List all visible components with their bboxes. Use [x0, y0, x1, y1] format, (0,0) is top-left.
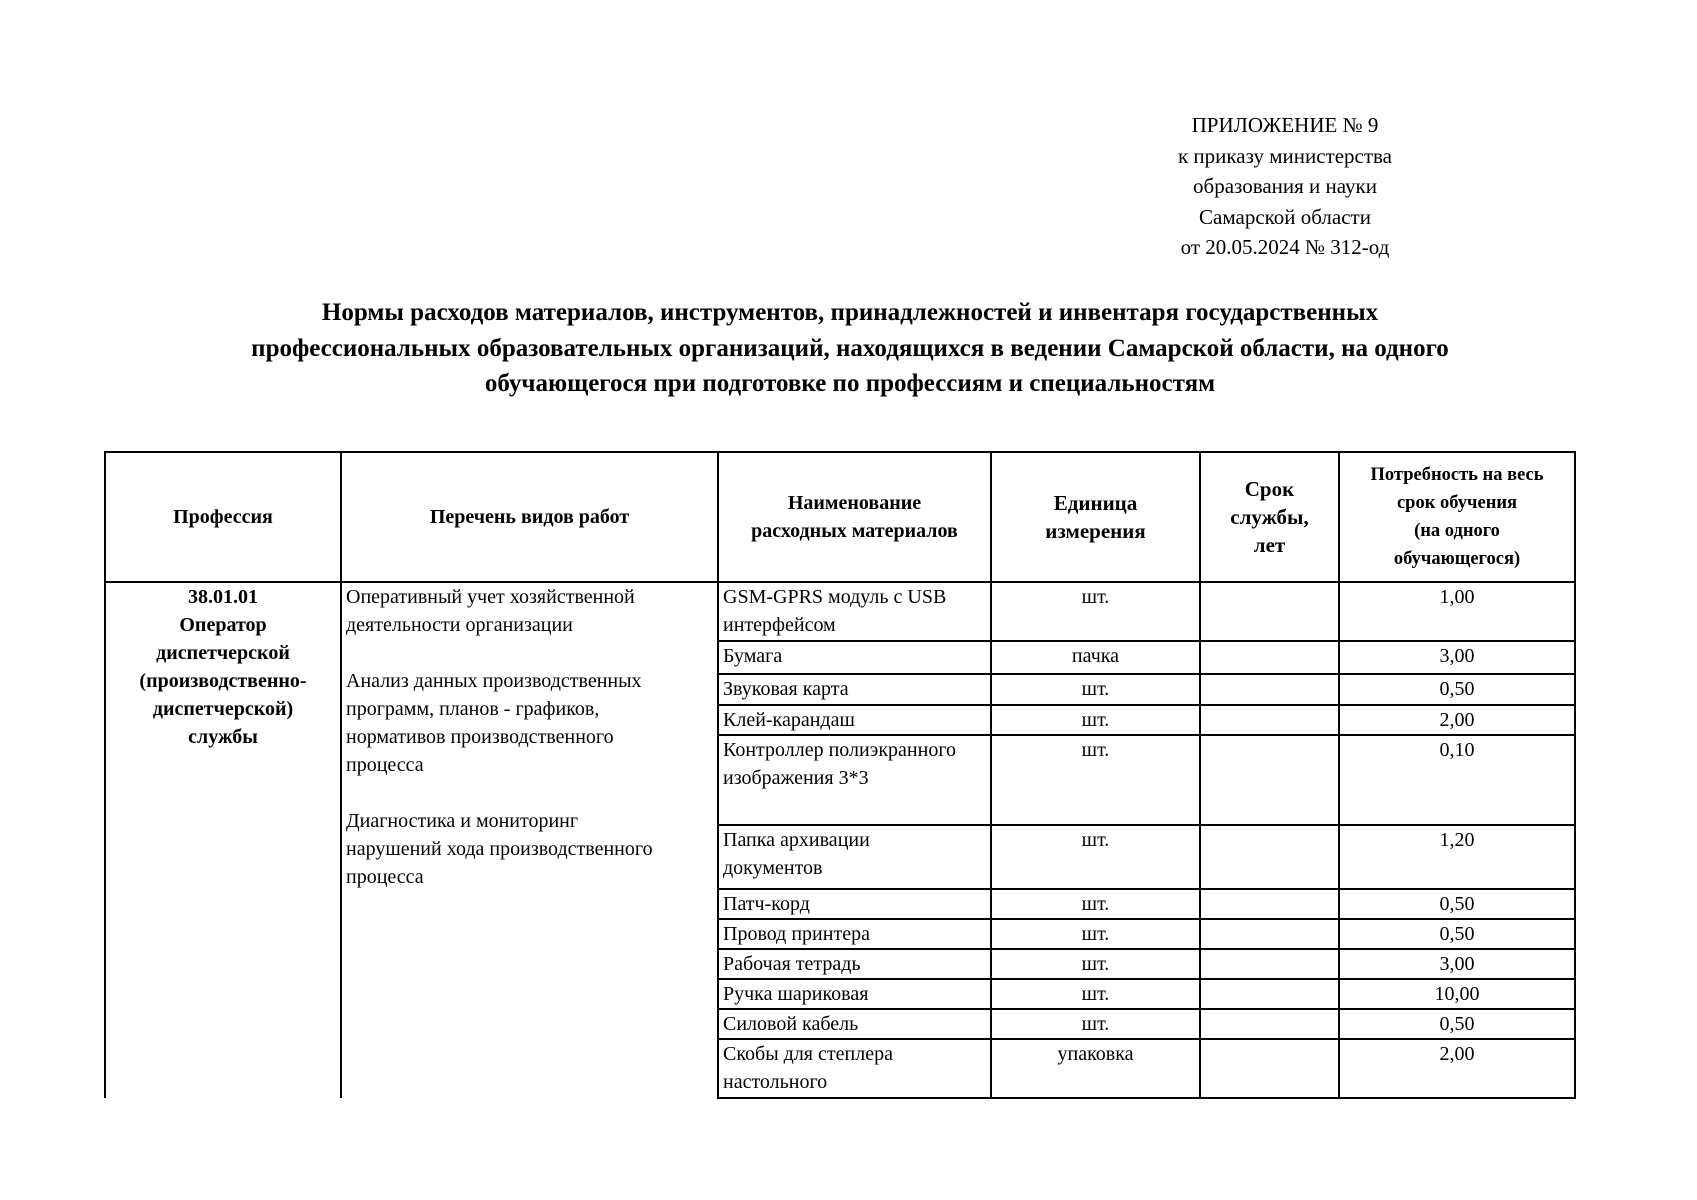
work-item: Диагностика и мониторинг нарушений хода производственного процесса [346, 810, 653, 888]
material-cell: Рабочая тетрадь [718, 949, 991, 979]
need-cell: 10,00 [1339, 979, 1575, 1009]
document-title [120, 295, 1580, 402]
srok-cell [1200, 582, 1339, 641]
header-srok: Срок службы, лет [1200, 452, 1339, 582]
header-unit: Единица измерения [991, 452, 1200, 582]
need-cell: 2,00 [1339, 705, 1575, 735]
unit-cell: шт. [991, 919, 1200, 949]
table-header-row [105, 452, 1575, 582]
header-materials: Наименование расходных материалов [718, 452, 991, 582]
material-cell: Патч-корд [718, 889, 991, 919]
header-profession: Профессия [105, 452, 341, 582]
need-cell: 0,50 [1339, 889, 1575, 919]
appendix-line: образования и науки [1193, 174, 1377, 198]
need-cell: 0,50 [1339, 919, 1575, 949]
need-cell: 0,10 [1339, 735, 1575, 825]
srok-cell [1200, 949, 1339, 979]
material-cell: Папка архивации документов [718, 825, 991, 889]
unit-cell: шт. [991, 1009, 1200, 1039]
appendix-line: ПРИЛОЖЕНИЕ № 9 [1191, 113, 1379, 137]
unit-cell: шт. [991, 889, 1200, 919]
title-line: профессиональных образовательных организаций, находящихся в ведении Самарской области, на одного [251, 334, 1449, 362]
unit-cell: шт. [991, 674, 1200, 705]
material-cell: Бумага [718, 641, 991, 674]
title-line: обучающегося при подготовке по профессиям и специальностям [484, 370, 1216, 397]
work-item: Оперативный учет хозяйственной деятельности организации [346, 586, 635, 636]
material-cell: Клей-карандаш [718, 705, 991, 735]
unit-cell: шт. [991, 949, 1200, 979]
material-cell: Контроллер полиэкранного изображения 3*3 [718, 735, 991, 825]
unit-cell: упаковка [991, 1039, 1200, 1098]
unit-cell: шт. [991, 735, 1200, 825]
srok-cell [1200, 889, 1339, 919]
appendix-line: к приказу министерства [1177, 143, 1393, 168]
appendix-line: от 20.05.2024 № 312-од [1180, 235, 1390, 259]
srok-cell [1200, 1009, 1339, 1039]
profession-cell: 38.01.01 Оператор диспетчерской (производственно- диспетчерской) службы [105, 582, 341, 1098]
srok-cell [1200, 735, 1339, 825]
need-cell: 1,20 [1339, 825, 1575, 889]
srok-cell [1200, 979, 1339, 1009]
material-cell: Скобы для степлера настольного [718, 1039, 991, 1098]
unit-cell: шт. [991, 979, 1200, 1009]
header-works: Перечень видов работ [341, 452, 718, 582]
work-item: Анализ данных производственных программ, планов - графиков, нормативов производственного процесса [346, 670, 642, 776]
unit-cell: шт. [991, 705, 1200, 735]
material-cell: Звуковая карта [718, 674, 991, 705]
unit-cell: шт. [991, 825, 1200, 889]
header-need: Потребность на весь срок обучения (на одного обучающегося) [1339, 452, 1575, 582]
srok-cell [1200, 1039, 1339, 1098]
material-cell: Силовой кабель [718, 1009, 991, 1039]
works-cell [341, 582, 718, 1098]
appendix-header [1090, 110, 1480, 263]
unit-cell: пачка [991, 641, 1200, 674]
material-cell: Провод принтера [718, 919, 991, 949]
srok-cell [1200, 705, 1339, 735]
srok-cell [1200, 674, 1339, 705]
need-cell: 0,50 [1339, 674, 1575, 705]
srok-cell [1200, 641, 1339, 674]
norms-table [104, 451, 1576, 1099]
need-cell: 3,00 [1339, 949, 1575, 979]
title-line: Нормы расходов материалов, инструментов, принадлежностей и инвентаря государственных [321, 299, 1379, 326]
appendix-line: Самарской области [1199, 204, 1371, 229]
material-cell: Ручка шариковая [718, 979, 991, 1009]
material-cell: GSM-GPRS модуль с USB интерфейсом [718, 582, 991, 641]
unit-cell: шт. [991, 582, 1200, 641]
need-cell: 2,00 [1339, 1039, 1575, 1098]
need-cell: 0,50 [1339, 1009, 1575, 1039]
srok-cell [1200, 919, 1339, 949]
srok-cell [1200, 825, 1339, 889]
need-cell: 3,00 [1339, 641, 1575, 674]
table-row [105, 582, 1575, 641]
need-cell: 1,00 [1339, 582, 1575, 641]
